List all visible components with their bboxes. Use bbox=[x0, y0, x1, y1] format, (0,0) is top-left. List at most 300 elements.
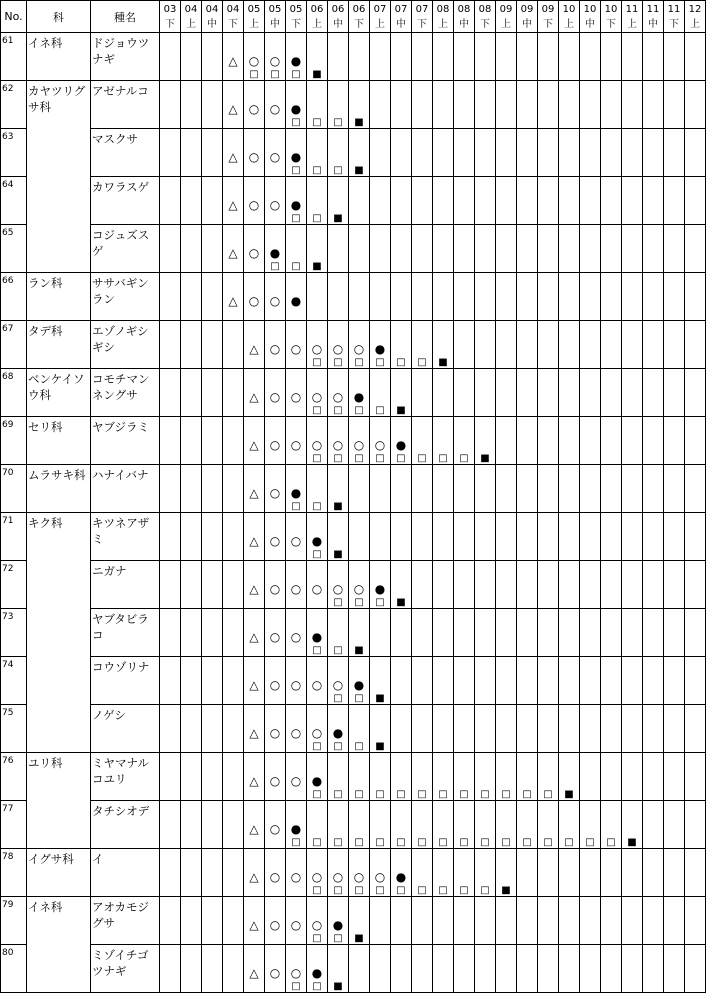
period-cell bbox=[307, 513, 328, 561]
period-month: 04 bbox=[184, 3, 198, 15]
period-cell bbox=[223, 897, 244, 945]
family-cell: カヤツリグサ科 bbox=[27, 81, 91, 129]
row-number: 71 bbox=[1, 513, 27, 561]
period-month: 10 bbox=[583, 3, 597, 15]
period-cell bbox=[454, 465, 475, 513]
period-cell bbox=[538, 801, 559, 849]
period-cell bbox=[643, 369, 664, 417]
period-cell bbox=[643, 273, 664, 321]
period-cell bbox=[538, 321, 559, 369]
fruiting-mark: ■ bbox=[354, 165, 364, 176]
period-cell bbox=[559, 417, 580, 465]
period-cell bbox=[307, 753, 328, 801]
period-cell bbox=[265, 273, 286, 321]
period-cell bbox=[265, 801, 286, 849]
family-cell: イグサ科 bbox=[27, 849, 91, 897]
period-cell bbox=[601, 753, 622, 801]
fruiting-mark: □ bbox=[333, 453, 343, 464]
period-cell bbox=[496, 321, 517, 369]
period-cell bbox=[349, 609, 370, 657]
period-cell bbox=[265, 561, 286, 609]
period-cell bbox=[223, 225, 244, 273]
period-cell bbox=[433, 417, 454, 465]
species-cell: ミヤマナルコユリ bbox=[91, 753, 160, 801]
period-cell bbox=[328, 465, 349, 513]
table-row bbox=[1, 513, 706, 561]
period-cell bbox=[580, 705, 601, 753]
period-cell bbox=[643, 897, 664, 945]
period-cell bbox=[580, 177, 601, 225]
period-cell bbox=[664, 657, 685, 705]
period-cell bbox=[622, 945, 643, 993]
period-cell bbox=[685, 561, 706, 609]
period-cell bbox=[286, 753, 307, 801]
flowering-mark: ○ bbox=[353, 582, 365, 596]
period-cell bbox=[391, 177, 412, 225]
period-cell bbox=[559, 705, 580, 753]
period-cell bbox=[538, 657, 559, 705]
flowering-mark: △ bbox=[249, 822, 259, 836]
header-period bbox=[181, 1, 202, 33]
period-cell bbox=[286, 945, 307, 993]
period-part: 上 bbox=[690, 18, 700, 30]
period-cell bbox=[223, 129, 244, 177]
fruiting-mark: □ bbox=[312, 837, 322, 848]
period-cell bbox=[328, 321, 349, 369]
period-cell bbox=[265, 321, 286, 369]
period-cell bbox=[181, 849, 202, 897]
period-cell bbox=[307, 609, 328, 657]
period-cell bbox=[517, 897, 538, 945]
period-cell bbox=[664, 33, 685, 81]
period-cell bbox=[265, 945, 286, 993]
period-cell bbox=[391, 465, 412, 513]
period-cell bbox=[265, 897, 286, 945]
period-cell bbox=[328, 657, 349, 705]
period-cell bbox=[433, 369, 454, 417]
fruiting-mark: ■ bbox=[354, 645, 364, 656]
flowering-mark: △ bbox=[249, 726, 259, 740]
period-cell bbox=[265, 369, 286, 417]
period-cell bbox=[181, 753, 202, 801]
species-cell: アゼナルコ bbox=[91, 81, 160, 129]
period-cell bbox=[328, 897, 349, 945]
table-row bbox=[1, 849, 706, 897]
period-month: 11 bbox=[667, 3, 681, 15]
period-cell bbox=[601, 561, 622, 609]
period-cell bbox=[580, 753, 601, 801]
period-cell bbox=[349, 753, 370, 801]
period-cell bbox=[454, 609, 475, 657]
flowering-mark: △ bbox=[249, 774, 259, 788]
period-cell bbox=[496, 273, 517, 321]
period-cell bbox=[664, 177, 685, 225]
period-part: 下 bbox=[669, 18, 679, 30]
period-cell bbox=[454, 801, 475, 849]
fruiting-mark: □ bbox=[396, 453, 406, 464]
fruiting-mark: □ bbox=[312, 549, 322, 560]
fruiting-mark: □ bbox=[354, 405, 364, 416]
period-cell bbox=[580, 609, 601, 657]
fruiting-mark: □ bbox=[312, 357, 322, 368]
period-cell bbox=[496, 657, 517, 705]
fruiting-mark: □ bbox=[333, 933, 343, 944]
flowering-mark: ○ bbox=[290, 582, 302, 596]
header-period bbox=[454, 1, 475, 33]
flowering-mark: ● bbox=[311, 534, 323, 548]
fruiting-mark: □ bbox=[459, 885, 469, 896]
flowering-mark: ● bbox=[374, 342, 386, 356]
table-row bbox=[1, 465, 706, 513]
period-cell bbox=[559, 609, 580, 657]
row-number: 61 bbox=[1, 33, 27, 81]
table-row bbox=[1, 657, 706, 705]
period-cell bbox=[559, 513, 580, 561]
period-cell bbox=[202, 561, 223, 609]
period-cell bbox=[412, 369, 433, 417]
period-cell bbox=[685, 609, 706, 657]
fruiting-mark: □ bbox=[480, 837, 490, 848]
fruiting-mark: ■ bbox=[396, 597, 406, 608]
flowering-mark: ○ bbox=[269, 582, 281, 596]
period-cell bbox=[517, 465, 538, 513]
period-part: 中 bbox=[333, 18, 343, 30]
period-cell bbox=[202, 129, 223, 177]
row-number: 79 bbox=[1, 897, 27, 945]
period-cell bbox=[601, 129, 622, 177]
period-cell bbox=[328, 177, 349, 225]
period-cell bbox=[559, 561, 580, 609]
period-cell bbox=[391, 33, 412, 81]
header-period bbox=[244, 1, 265, 33]
period-cell bbox=[286, 273, 307, 321]
period-cell bbox=[517, 513, 538, 561]
flowering-mark: △ bbox=[249, 582, 259, 596]
period-cell bbox=[685, 897, 706, 945]
flowering-mark: ● bbox=[290, 486, 302, 500]
period-part: 中 bbox=[270, 18, 280, 30]
period-month: 08 bbox=[478, 3, 492, 15]
period-cell bbox=[433, 513, 454, 561]
period-cell bbox=[580, 561, 601, 609]
period-cell bbox=[307, 369, 328, 417]
period-cell bbox=[433, 657, 454, 705]
species-cell: イ bbox=[91, 849, 160, 897]
flowering-mark: ● bbox=[332, 918, 344, 932]
period-cell bbox=[475, 33, 496, 81]
family-cell bbox=[27, 177, 91, 225]
period-cell bbox=[685, 801, 706, 849]
period-cell bbox=[328, 417, 349, 465]
period-cell bbox=[643, 177, 664, 225]
period-cell bbox=[538, 945, 559, 993]
period-cell bbox=[454, 897, 475, 945]
flowering-mark: ○ bbox=[290, 438, 302, 452]
period-cell bbox=[622, 465, 643, 513]
period-cell bbox=[454, 849, 475, 897]
period-cell bbox=[349, 801, 370, 849]
table-row bbox=[1, 609, 706, 657]
family-cell: ムラサキ科 bbox=[27, 465, 91, 513]
period-cell bbox=[559, 753, 580, 801]
fruiting-mark: □ bbox=[438, 885, 448, 896]
period-cell bbox=[349, 897, 370, 945]
period-cell bbox=[202, 321, 223, 369]
period-cell bbox=[496, 177, 517, 225]
period-cell bbox=[496, 225, 517, 273]
fruiting-mark: □ bbox=[522, 837, 532, 848]
flowering-mark: ○ bbox=[269, 630, 281, 644]
header-period bbox=[664, 1, 685, 33]
period-cell bbox=[160, 849, 181, 897]
period-cell bbox=[517, 849, 538, 897]
fruiting-mark: □ bbox=[291, 117, 301, 128]
flowering-mark: △ bbox=[249, 438, 259, 452]
period-cell bbox=[559, 321, 580, 369]
period-cell bbox=[580, 897, 601, 945]
period-cell bbox=[223, 945, 244, 993]
period-part: 上 bbox=[501, 18, 511, 30]
species-cell: エゾノギシギシ bbox=[91, 321, 160, 369]
flowering-mark: ○ bbox=[290, 726, 302, 740]
period-cell bbox=[328, 33, 349, 81]
period-cell bbox=[286, 801, 307, 849]
period-cell bbox=[307, 897, 328, 945]
period-cell bbox=[391, 513, 412, 561]
fruiting-mark: ■ bbox=[438, 357, 448, 368]
period-cell bbox=[391, 321, 412, 369]
row-number: 76 bbox=[1, 753, 27, 801]
period-part: 下 bbox=[543, 18, 553, 30]
period-cell bbox=[433, 561, 454, 609]
flowering-mark: ○ bbox=[290, 342, 302, 356]
period-cell bbox=[622, 561, 643, 609]
period-cell bbox=[664, 705, 685, 753]
species-cell: ササバギンラン bbox=[91, 273, 160, 321]
flowering-mark: ○ bbox=[269, 534, 281, 548]
period-cell bbox=[685, 321, 706, 369]
period-cell bbox=[286, 321, 307, 369]
period-cell bbox=[328, 513, 349, 561]
fruiting-mark: □ bbox=[438, 789, 448, 800]
table-row bbox=[1, 177, 706, 225]
fruiting-mark: □ bbox=[543, 837, 553, 848]
period-cell bbox=[307, 705, 328, 753]
period-cell bbox=[307, 81, 328, 129]
period-cell bbox=[475, 177, 496, 225]
header-period bbox=[307, 1, 328, 33]
period-cell bbox=[265, 609, 286, 657]
period-cell bbox=[181, 321, 202, 369]
header-period bbox=[265, 1, 286, 33]
flowering-mark: ○ bbox=[311, 342, 323, 356]
period-cell bbox=[202, 417, 223, 465]
flowering-mark: △ bbox=[228, 198, 238, 212]
period-cell bbox=[601, 225, 622, 273]
fruiting-mark: □ bbox=[396, 789, 406, 800]
period-cell bbox=[559, 177, 580, 225]
fruiting-mark: □ bbox=[375, 885, 385, 896]
fruiting-mark: □ bbox=[396, 357, 406, 368]
period-cell bbox=[286, 609, 307, 657]
flowering-mark: ○ bbox=[269, 486, 281, 500]
period-cell bbox=[370, 801, 391, 849]
period-cell bbox=[223, 465, 244, 513]
period-month: 04 bbox=[205, 3, 219, 15]
fruiting-mark: □ bbox=[375, 837, 385, 848]
period-cell bbox=[559, 897, 580, 945]
fruiting-mark: □ bbox=[291, 261, 301, 272]
flowering-mark: ○ bbox=[374, 870, 386, 884]
period-cell bbox=[580, 273, 601, 321]
flowering-mark: ○ bbox=[269, 918, 281, 932]
species-cell: アオカモジグサ bbox=[91, 897, 160, 945]
period-cell bbox=[244, 657, 265, 705]
period-cell bbox=[307, 273, 328, 321]
period-cell bbox=[160, 321, 181, 369]
period-month: 10 bbox=[604, 3, 618, 15]
period-cell bbox=[391, 273, 412, 321]
period-cell bbox=[475, 129, 496, 177]
period-cell bbox=[622, 129, 643, 177]
flowering-mark: ○ bbox=[248, 102, 260, 116]
period-month: 11 bbox=[646, 3, 660, 15]
fruiting-mark: □ bbox=[249, 69, 259, 80]
fruiting-mark: ■ bbox=[627, 837, 637, 848]
period-cell bbox=[475, 705, 496, 753]
period-cell bbox=[517, 273, 538, 321]
period-cell bbox=[160, 753, 181, 801]
period-cell bbox=[538, 609, 559, 657]
period-cell bbox=[685, 945, 706, 993]
species-cell: コモチマンネングサ bbox=[91, 369, 160, 417]
period-cell bbox=[412, 177, 433, 225]
period-cell bbox=[475, 369, 496, 417]
period-cell bbox=[643, 849, 664, 897]
species-cell: ドジョウツナギ bbox=[91, 33, 160, 81]
period-cell bbox=[559, 81, 580, 129]
row-number: 74 bbox=[1, 657, 27, 705]
period-month: 06 bbox=[331, 3, 345, 15]
period-cell bbox=[370, 705, 391, 753]
flowering-mark: △ bbox=[249, 870, 259, 884]
period-cell bbox=[328, 561, 349, 609]
period-cell bbox=[265, 513, 286, 561]
row-number: 68 bbox=[1, 369, 27, 417]
period-cell bbox=[244, 801, 265, 849]
period-cell bbox=[244, 753, 265, 801]
species-cell: マスクサ bbox=[91, 129, 160, 177]
flowering-mark: ○ bbox=[269, 966, 281, 980]
fruiting-mark: □ bbox=[312, 213, 322, 224]
period-cell bbox=[244, 897, 265, 945]
period-cell bbox=[517, 561, 538, 609]
flowering-mark: ● bbox=[311, 774, 323, 788]
period-cell bbox=[244, 561, 265, 609]
period-cell bbox=[559, 945, 580, 993]
flowering-mark: ● bbox=[311, 966, 323, 980]
period-cell bbox=[160, 369, 181, 417]
period-cell bbox=[160, 33, 181, 81]
period-cell bbox=[580, 225, 601, 273]
period-cell bbox=[391, 849, 412, 897]
fruiting-mark: □ bbox=[333, 693, 343, 704]
species-cell: ハナイバナ bbox=[91, 465, 160, 513]
period-cell bbox=[454, 81, 475, 129]
period-cell bbox=[517, 609, 538, 657]
period-cell bbox=[328, 273, 349, 321]
period-cell bbox=[496, 801, 517, 849]
fruiting-mark: □ bbox=[312, 885, 322, 896]
period-cell bbox=[328, 753, 349, 801]
period-cell bbox=[622, 177, 643, 225]
fruiting-mark: □ bbox=[375, 597, 385, 608]
period-cell bbox=[601, 33, 622, 81]
period-cell bbox=[307, 801, 328, 849]
flowering-mark: △ bbox=[249, 342, 259, 356]
fruiting-mark: □ bbox=[417, 357, 427, 368]
period-cell bbox=[685, 273, 706, 321]
period-cell bbox=[328, 609, 349, 657]
period-cell bbox=[454, 753, 475, 801]
fruiting-mark: ■ bbox=[354, 117, 364, 128]
period-cell bbox=[454, 321, 475, 369]
period-cell bbox=[160, 225, 181, 273]
fruiting-mark: □ bbox=[333, 357, 343, 368]
period-cell bbox=[265, 705, 286, 753]
period-cell bbox=[202, 465, 223, 513]
period-cell bbox=[601, 513, 622, 561]
period-cell bbox=[160, 801, 181, 849]
period-month: 09 bbox=[499, 3, 513, 15]
period-cell bbox=[202, 657, 223, 705]
period-cell bbox=[496, 369, 517, 417]
period-cell bbox=[496, 417, 517, 465]
header-period bbox=[559, 1, 580, 33]
flowering-mark: ○ bbox=[290, 390, 302, 404]
period-cell bbox=[622, 513, 643, 561]
period-part: 下 bbox=[354, 18, 364, 30]
period-cell bbox=[223, 705, 244, 753]
flowering-mark: ○ bbox=[248, 246, 260, 260]
period-cell bbox=[433, 321, 454, 369]
period-cell bbox=[412, 561, 433, 609]
period-cell bbox=[454, 33, 475, 81]
period-cell bbox=[307, 657, 328, 705]
period-cell bbox=[244, 129, 265, 177]
period-cell bbox=[496, 129, 517, 177]
period-cell bbox=[433, 945, 454, 993]
period-cell bbox=[370, 561, 391, 609]
period-cell bbox=[202, 609, 223, 657]
period-cell bbox=[601, 177, 622, 225]
period-cell bbox=[496, 33, 517, 81]
flowering-mark: ○ bbox=[311, 870, 323, 884]
period-cell bbox=[622, 417, 643, 465]
flowering-mark: ○ bbox=[374, 438, 386, 452]
period-cell bbox=[202, 705, 223, 753]
period-cell bbox=[643, 753, 664, 801]
period-cell bbox=[244, 81, 265, 129]
period-cell bbox=[286, 657, 307, 705]
period-cell bbox=[538, 513, 559, 561]
flowering-mark: ○ bbox=[248, 294, 260, 308]
period-cell bbox=[349, 513, 370, 561]
period-cell bbox=[643, 801, 664, 849]
period-cell bbox=[265, 81, 286, 129]
row-number: 78 bbox=[1, 849, 27, 897]
header-period bbox=[391, 1, 412, 33]
